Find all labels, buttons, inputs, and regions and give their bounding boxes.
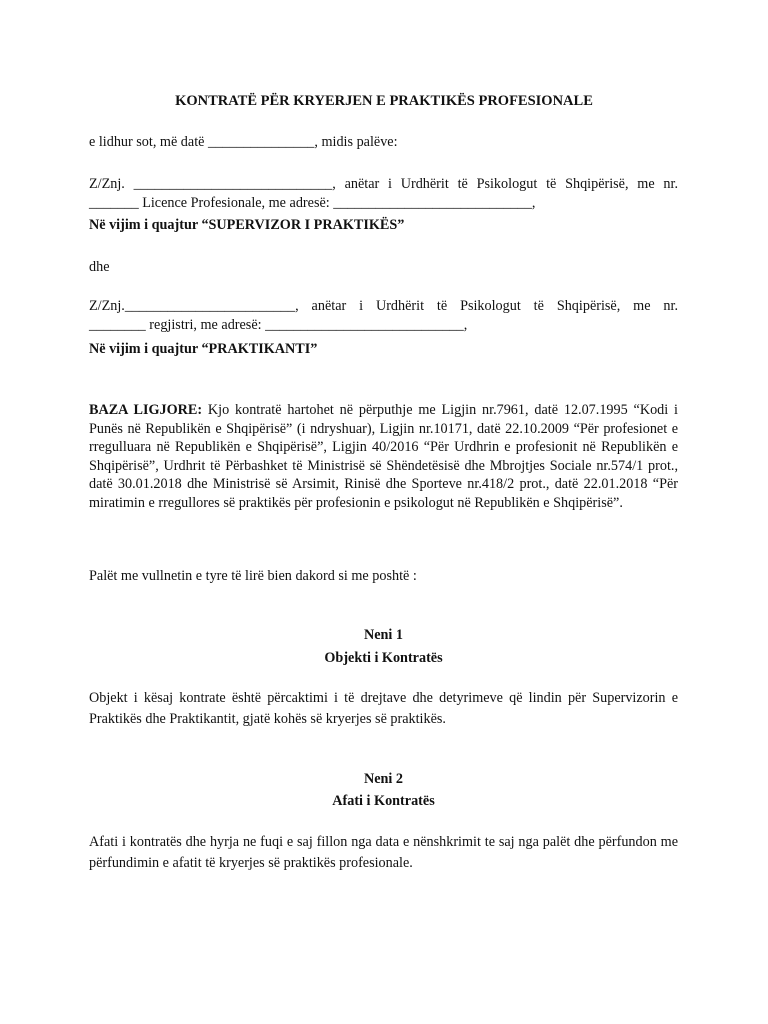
conjunction: dhe [89, 259, 110, 275]
party1-line1: Z/Znj. ____________________________, anëtar i Urdhërit të Psikologut të Shqipërisë, me nr. [89, 176, 678, 192]
party1-designation: Në vijim i quajtur “SUPERVIZOR I PRAKTIKËS” [89, 217, 405, 233]
agreement-line: Palët me vullnetin e tyre të lirë bien dakord si me poshtë : [89, 568, 417, 584]
legal-basis-text: Kjo kontratë hartohet në përputhje me Ligjin nr.7961, datë 12.07.1995 “Kodi i Punës në Republikën e Shqipërisë” (i ndryshuar), Ligjin nr.10171, datë 22.10.2009 “Për profesionet e rregulluara në Republikën e Shqipërisë”, Ligjin 40/2016 “Për Urdhrin e profesionit në Republikën e Shqipërisë”, Urdhrit të Përbashket të Ministrisë së Shëndetësisë dhe Mbrojtjes Sociale nr.574/1 prot., datë 30.01.2018 dhe Ministrisë së Arsimit, Rinisë dhe Sporteve nr.418/2 prot., datë 22.01.2018 “Për miratimin e rregullores së praktikës për profesionin e psikologut në Republikën e Shqipërisë”. [89, 402, 678, 511]
article2-title: Afati i Kontratës [332, 793, 435, 809]
article1-number: Neni 1 [363, 627, 403, 643]
party2-details [89, 297, 678, 334]
party2-designation: Në vijim i quajtur “PRAKTIKANTI” [89, 341, 318, 357]
article2-text: Afati i kontratës dhe hyrja ne fuqi e saj fillon nga data e nënshkrimit te saj nga palët dhe përfundon me përfundimin e afatit të kryerjes së praktikës profesionale. [89, 834, 678, 871]
article2-number: Neni 2 [363, 771, 403, 787]
legal-basis-paragraph [89, 401, 678, 513]
article1-text: Objekt i kësaj kontrate është përcaktimi i të drejtave dhe detyrimeve që lindin për Supervizorin e Praktikës dhe Praktikantit, gjatë kohës së kryerjes së praktikës. [89, 690, 678, 727]
legal-basis-label: BAZA LIGJORE: [89, 402, 203, 418]
article1-title: Objekti i Kontratës [324, 650, 443, 666]
party2-line2: ________ regjistri, me adresë: ____________________________, [89, 316, 468, 333]
intro-line: e lidhur sot, më datë _______________, midis palëve: [89, 134, 398, 150]
party2-line1: Z/Znj.________________________, anëtar i Urdhërit të Psikologut të Shqipërisë, me nr. [89, 298, 678, 314]
party1-line2: _______ Licence Profesionale, me adresë: ____________________________, [89, 194, 536, 211]
contract-title: KONTRATË PËR KRYERJEN E PRAKTIKËS PROFESIONALE [175, 93, 593, 109]
party1-details [89, 175, 678, 212]
